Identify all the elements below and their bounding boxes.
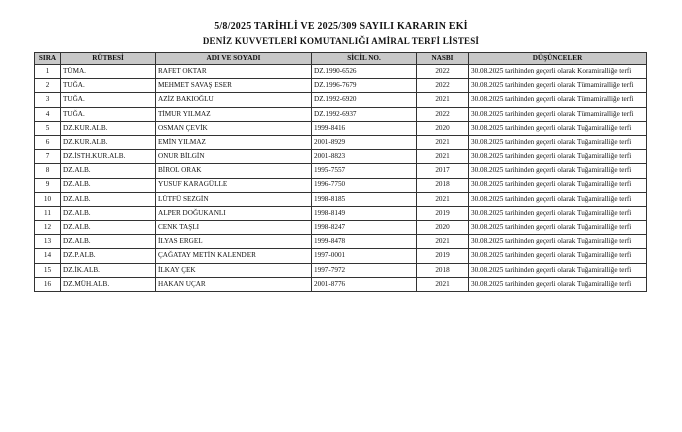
table-row — [35, 65, 647, 79]
header-sicil-no: SİCİL NO. — [312, 53, 417, 65]
table-row — [35, 178, 647, 192]
cell-sira: 4 — [35, 107, 61, 121]
cell-adi-soyadi: OSMAN ÇEVİK — [156, 121, 312, 135]
cell-nasbi: 2021 — [417, 135, 469, 149]
cell-nasbi: 2021 — [417, 150, 469, 164]
cell-sira: 3 — [35, 93, 61, 107]
cell-adi-soyadi: EMİN YILMAZ — [156, 135, 312, 149]
cell-sicil-no: DZ.1992-6920 — [312, 93, 417, 107]
cell-rutbe: DZ.ALB. — [61, 206, 156, 220]
cell-sira: 15 — [35, 263, 61, 277]
cell-sira: 12 — [35, 221, 61, 235]
cell-adi-soyadi: AZİZ BAKIOĞLU — [156, 93, 312, 107]
cell-adi-soyadi: İLYAS ERGEL — [156, 235, 312, 249]
cell-nasbi: 2021 — [417, 277, 469, 291]
table-row — [35, 107, 647, 121]
cell-dusunceler: 30.08.2025 tarihinden geçerli olarak Tuğamiralliğe terfi — [469, 192, 647, 206]
cell-sira: 13 — [35, 235, 61, 249]
table-row — [35, 249, 647, 263]
cell-dusunceler: 30.08.2025 tarihinden geçerli olarak Tuğamiralliğe terfi — [469, 164, 647, 178]
cell-dusunceler: 30.08.2025 tarihinden geçerli olarak Tuğamiralliğe terfi — [469, 263, 647, 277]
cell-rutbe: TUĞA. — [61, 79, 156, 93]
cell-adi-soyadi: BİROL ORAK — [156, 164, 312, 178]
cell-dusunceler: 30.08.2025 tarihinden geçerli olarak Tuğamiralliğe terfi — [469, 221, 647, 235]
cell-sicil-no: 1998-8247 — [312, 221, 417, 235]
cell-sicil-no: 2001-8776 — [312, 277, 417, 291]
header-dusunceler: DÜŞÜNCELER — [469, 53, 647, 65]
table-row — [35, 135, 647, 149]
cell-sicil-no: 1999-8416 — [312, 121, 417, 135]
cell-sira: 9 — [35, 178, 61, 192]
cell-rutbe: TUĞA. — [61, 93, 156, 107]
cell-nasbi: 2021 — [417, 192, 469, 206]
cell-nasbi: 2020 — [417, 121, 469, 135]
cell-sicil-no: 1998-8149 — [312, 206, 417, 220]
cell-nasbi: 2021 — [417, 93, 469, 107]
cell-sira: 6 — [35, 135, 61, 149]
cell-nasbi: 2022 — [417, 107, 469, 121]
document-title: 5/8/2025 TARİHLİ VE 2025/309 SAYILI KARARIN EKİ — [214, 21, 468, 32]
cell-adi-soyadi: YUSUF KARAGÜLLE — [156, 178, 312, 192]
cell-dusunceler: 30.08.2025 tarihinden geçerli olarak Tuğamiralliğe terfi — [469, 121, 647, 135]
cell-nasbi: 2022 — [417, 65, 469, 79]
table-row — [35, 235, 647, 249]
cell-adi-soyadi: TİMUR YILMAZ — [156, 107, 312, 121]
cell-dusunceler: 30.08.2025 tarihinden geçerli olarak Tuğamiralliğe terfi — [469, 277, 647, 291]
header-nasbi: NASBI — [417, 53, 469, 65]
cell-sicil-no: 2001-8823 — [312, 150, 417, 164]
cell-nasbi: 2020 — [417, 221, 469, 235]
cell-dusunceler: 30.08.2025 tarihinden geçerli olarak Tuğamiralliğe terfi — [469, 135, 647, 149]
header-sira: SIRA — [35, 53, 61, 65]
cell-rutbe: DZ.MÜH.ALB. — [61, 277, 156, 291]
cell-sicil-no: DZ.1996-7679 — [312, 79, 417, 93]
cell-dusunceler: 30.08.2025 tarihinden geçerli olarak Koramiralliğe terfi — [469, 65, 647, 79]
cell-rutbe: DZ.KUR.ALB. — [61, 121, 156, 135]
cell-sira: 7 — [35, 150, 61, 164]
table-row — [35, 79, 647, 93]
cell-sicil-no: 1998-8185 — [312, 192, 417, 206]
table-row — [35, 164, 647, 178]
cell-sira: 10 — [35, 192, 61, 206]
cell-nasbi: 2021 — [417, 235, 469, 249]
cell-adi-soyadi: HAKAN UÇAR — [156, 277, 312, 291]
cell-adi-soyadi: ÇAĞATAY METİN KALENDER — [156, 249, 312, 263]
header-rutbesi: RÜTBESİ — [61, 53, 156, 65]
cell-sira: 2 — [35, 79, 61, 93]
cell-sicil-no: DZ.1990-6526 — [312, 65, 417, 79]
table-row — [35, 93, 647, 107]
table-row — [35, 221, 647, 235]
cell-sicil-no: 1995-7557 — [312, 164, 417, 178]
cell-dusunceler: 30.08.2025 tarihinden geçerli olarak Tuğamiralliğe terfi — [469, 249, 647, 263]
cell-nasbi: 2018 — [417, 263, 469, 277]
cell-rutbe: DZ.ALB. — [61, 221, 156, 235]
cell-rutbe: DZ.ALB. — [61, 164, 156, 178]
table-row — [35, 121, 647, 135]
cell-nasbi: 2022 — [417, 79, 469, 93]
table-body — [35, 65, 647, 292]
cell-adi-soyadi: MEHMET SAVAŞ ESER — [156, 79, 312, 93]
table-row — [35, 150, 647, 164]
cell-rutbe: DZ.ALB. — [61, 192, 156, 206]
cell-rutbe: TÜMA. — [61, 65, 156, 79]
cell-sicil-no: 1999-8478 — [312, 235, 417, 249]
cell-sira: 16 — [35, 277, 61, 291]
cell-sira: 11 — [35, 206, 61, 220]
cell-dusunceler: 30.08.2025 tarihinden geçerli olarak Tümamiralliğe terfi — [469, 93, 647, 107]
cell-adi-soyadi: ALPER DOĞUKANLI — [156, 206, 312, 220]
cell-rutbe: DZ.ALB. — [61, 235, 156, 249]
cell-adi-soyadi: ONUR BİLGİN — [156, 150, 312, 164]
cell-dusunceler: 30.08.2025 tarihinden geçerli olarak Tuğamiralliğe terfi — [469, 235, 647, 249]
cell-dusunceler: 30.08.2025 tarihinden geçerli olarak Tuğamiralliğe terfi — [469, 178, 647, 192]
table-header — [35, 53, 647, 65]
cell-nasbi: 2017 — [417, 164, 469, 178]
cell-sicil-no: 1997-0001 — [312, 249, 417, 263]
cell-adi-soyadi: İLKAY ÇEK — [156, 263, 312, 277]
cell-rutbe: TUĞA. — [61, 107, 156, 121]
table-row — [35, 192, 647, 206]
header-adi-soyadi: ADI VE SOYADI — [156, 53, 312, 65]
cell-sicil-no: 1996-7750 — [312, 178, 417, 192]
table-row — [35, 277, 647, 291]
cell-sira: 1 — [35, 65, 61, 79]
cell-nasbi: 2019 — [417, 249, 469, 263]
cell-rutbe: DZ.P.ALB. — [61, 249, 156, 263]
table-row — [35, 206, 647, 220]
cell-sira: 5 — [35, 121, 61, 135]
cell-sicil-no: 2001-8929 — [312, 135, 417, 149]
table-row — [35, 263, 647, 277]
cell-sira: 8 — [35, 164, 61, 178]
cell-rutbe: DZ.İK.ALB. — [61, 263, 156, 277]
cell-rutbe: DZ.KUR.ALB. — [61, 135, 156, 149]
cell-sicil-no: DZ.1992-6937 — [312, 107, 417, 121]
cell-rutbe: DZ.İSTH.KUR.ALB. — [61, 150, 156, 164]
cell-rutbe: DZ.ALB. — [61, 178, 156, 192]
cell-dusunceler: 30.08.2025 tarihinden geçerli olarak Tümamiralliğe terfi — [469, 79, 647, 93]
cell-nasbi: 2019 — [417, 206, 469, 220]
cell-adi-soyadi: RAFET OKTAR — [156, 65, 312, 79]
document-subtitle: DENİZ KUVVETLERİ KOMUTANLIĞI AMİRAL TERFİ LİSTESİ — [202, 36, 480, 46]
cell-dusunceler: 30.08.2025 tarihinden geçerli olarak Tuğamiralliğe terfi — [469, 206, 647, 220]
cell-dusunceler: 30.08.2025 tarihinden geçerli olarak Tuğamiralliğe terfi — [469, 150, 647, 164]
cell-dusunceler: 30.08.2025 tarihinden geçerli olarak Tümamiralliğe terfi — [469, 107, 647, 121]
promotion-table — [34, 52, 647, 292]
cell-adi-soyadi: CENK TAŞLI — [156, 221, 312, 235]
cell-nasbi: 2018 — [417, 178, 469, 192]
header-row — [35, 53, 647, 65]
cell-sira: 14 — [35, 249, 61, 263]
cell-sicil-no: 1997-7972 — [312, 263, 417, 277]
cell-adi-soyadi: LÜTFÜ SEZGİN — [156, 192, 312, 206]
